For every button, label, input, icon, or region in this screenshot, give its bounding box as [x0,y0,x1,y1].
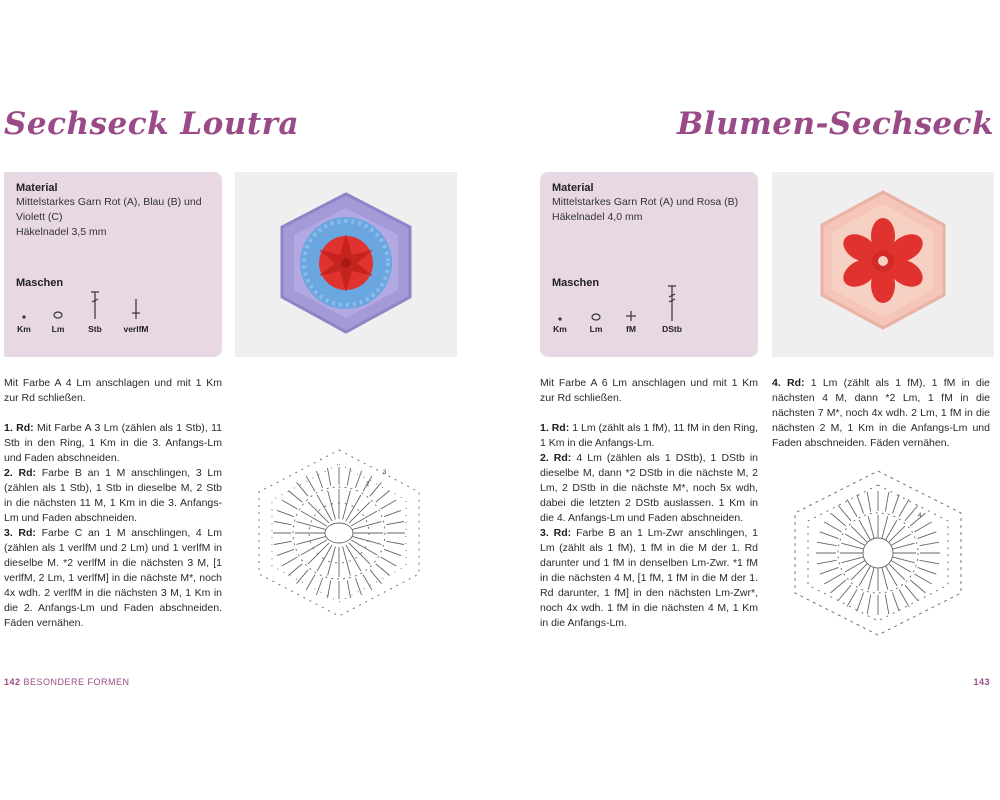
right-round-3: 3. Rd: Farbe B an 1 Lm-Zwr anschlingen, 1 Lm (zählt als 1 fM), 1 fM in die M der 1. Rd darunter und 1 fM in denselben Lm-Zwr. *1 fM in die nächsten 4 M, [1 fM, 1 fM in die M der 1. Rd darunter, 1 fM] in den nächsten Lm-Zwr*, noch 4x wdh. 1 fM in die nächsten 4 M, 1 Km in die Anfangs-Lm. [540,527,759,629]
stitch-mark [820,532,839,539]
stitch-mark [882,516,888,538]
stitch-mark [867,492,871,512]
stitch-mark [847,499,857,516]
stitch-mark [919,542,939,546]
stitch-mark [892,495,899,514]
stitch-mark [384,549,401,555]
stitch-mark [386,541,404,544]
left-material-line: Violett (C) [16,211,63,223]
left-material-box [4,172,222,357]
left-material-line: Mittelstarkes Garn Rot (A), Blau (B) und [16,196,202,208]
stitch-mark [297,570,309,584]
stitch-mark [817,560,837,564]
stitch-mark [384,510,401,516]
stitch-mark [381,557,397,566]
left-instructions [4,376,222,631]
stitch-mark [831,513,846,526]
right-round-2: 2. Rd: 4 Lm (zählen als 1 DStb), 1 DStb in dieselbe M, dann *2 DStb in die nächste M, 2 Lm, 2 DStb in die nächste M*, noch 5x wdh, dabei die letzten 2 DStb auslassen. 1 Km in die 4. Anfangs-Lm und Faden abschneiden. [540,452,759,524]
stitch-mark [891,561,911,573]
stitch-mark [851,564,867,580]
right-crochet-diagram [783,465,973,645]
right-material-line: Häkelnadel 4,0 mm [552,211,643,223]
left-material-title: Material [16,182,58,194]
stitch-mark [857,495,864,514]
right-page-number: 143 [973,677,990,687]
stitch-mark [845,534,865,546]
stitch-mark [349,543,370,564]
stitch-mark [831,580,846,593]
stitch-mark [381,500,397,509]
right-round-1: 1. Rd: 1 Lm (zählt als 1 fM), 11 fM in den Ring, 1 Km in die Anfangs-Lm. [540,422,758,449]
left-round-2: 2. Rd: Farbe B an 1 M anschlingen, 3 Lm (zählen als 1 Stb), 1 Stb in dieselbe M, 2 Stb in die nächsten 11 M, 1 Km in die 3. Anfangs-Lm und Faden abschneiden. [4,467,223,524]
fm-symbol-icon [611,310,651,322]
stitch-mark [277,510,294,516]
stitch-mark [288,491,302,503]
left-round-1: 1. Rd: Mit Farbe A 3 Lm (zählen als 1 Stb), 11 Stb in den Ring, 1 Km in die 3. Anfangs-Lm und Faden abschneiden. [4,422,222,464]
km-symbol-icon [540,312,580,322]
symbol-label-verlfm: verlfM [123,324,149,334]
stitch-mark [841,557,863,563]
stitch-mark [363,575,372,591]
stitch-mark [867,594,871,614]
stitch-mark [885,594,889,614]
symbol-label-dstb: DStb [662,324,682,334]
stitch-mark [899,499,909,516]
symbol-label-fm: fM [626,324,636,334]
stitch-mark [857,593,864,612]
stitch-mark [893,557,915,563]
stitch-mark [347,580,350,598]
stitch-mark [820,567,839,574]
svg-text:4: 4 [918,513,922,519]
left-intro: Mit Farbe A 4 Lm anschlagen und mit 1 Km zur Rd schließen. [4,377,222,404]
stitch-mark [838,506,851,521]
stitch-mark [376,491,390,503]
stitch-mark [899,589,909,606]
stitch-mark [889,526,905,542]
stitch-mark [347,468,350,486]
stitch-mark [274,522,292,525]
stitch-mark [308,502,329,523]
stitch-mark [370,482,382,496]
stitch-mark [882,568,888,590]
right-material-box [540,172,758,357]
symbol-label-km: Km [553,324,567,334]
symbol-label-stb: Stb [88,324,102,334]
stitch-mark [386,522,404,525]
stitch-mark [355,578,361,595]
stitch-mark [886,520,898,540]
stitch-mark [316,471,322,488]
left-round-3: 3. Rd: Farbe C an 1 M anschlingen, 4 Lm (zählen als 1 verlfM und 2 Lm) und 1 verlfM in dieselbe M. *2 verlfM in die nächsten 3 M, [1 verlfM, 2 Lm, 1 verlfM] in die nächste M*, noch 4x wdh. 2 verlfM in die nächsten 3 M, 1 Km in die 2. Anfangs-Lm und Faden abschneiden. Fäden vernähen. [4,527,223,629]
stitch-mark [288,564,302,576]
stitch-mark [868,516,874,538]
stitch-mark [868,568,874,590]
left-hexagon-photo [235,172,457,357]
stitch-mark [838,585,851,600]
stitch-mark [297,482,309,496]
stitch-mark [859,520,871,540]
stitch-mark [889,564,905,580]
left-pattern-title: Sechseck Loutra [4,106,300,142]
stitch-mark [905,585,918,600]
left-section-name: BESONDERE FORMEN [23,677,130,687]
right-footer [973,677,990,687]
stitch-mark [817,542,837,546]
stitch-mark [306,476,315,492]
right-maschen-title: Maschen [552,277,600,289]
stitch-mark [918,567,937,574]
left-footer [4,677,130,687]
stitch-mark [891,534,911,546]
stitch-mark [841,543,863,549]
symbol-label-lm: Lm [589,324,603,334]
stitch-mark [918,532,937,539]
stitch-mark [914,522,931,532]
lm-symbol-icon [38,309,78,319]
stitch-mark [282,500,298,509]
stitch-mark [845,561,865,573]
left-crochet-diagram [244,442,434,627]
stitch-mark [905,506,918,521]
left-maschen-title: Maschen [16,277,64,289]
stitch-mark [306,575,315,591]
stitch-mark [282,557,298,566]
right-page [500,0,1000,800]
lm-symbol-icon [576,311,616,321]
stitch-mark [328,580,331,598]
stitch-mark [847,589,857,606]
stitch-mark [277,549,294,555]
left-material-line: Häkelnadel 3,5 mm [16,226,107,238]
stitch-mark [308,543,329,564]
right-pattern-title: Blumen-Sechseck [676,106,994,142]
verlfm-symbol-icon [116,297,156,321]
svg-text:3: 3 [383,470,387,476]
stitch-mark [851,526,867,542]
stitch-mark [885,492,889,512]
stitch-mark [886,566,898,586]
stitch-mark [893,543,915,549]
dstb-symbol-icon [652,284,692,322]
right-material-title: Material [552,182,594,194]
stitch-mark [824,574,841,584]
stitch-mark [919,560,939,564]
stitch-mark [274,541,292,544]
symbol-label-km: Km [17,324,31,334]
right-material-line: Mittelstarkes Garn Rot (A) und Rosa (B) [552,196,739,208]
stitch-mark [355,471,361,488]
stitch-mark [349,502,370,523]
stitch-mark [376,564,390,576]
svg-text:2: 2 [366,482,370,488]
stitch-mark [824,522,841,532]
stitch-mark [859,566,871,586]
right-intro: Mit Farbe A 6 Lm anschlagen und mit 1 Km zur Rd schließen. [540,377,758,404]
stitch-mark [914,574,931,584]
right-hexagon-photo [772,172,994,357]
stitch-mark [370,570,382,584]
stitch-mark [328,468,331,486]
left-page-number: 142 [4,677,21,687]
right-round-4: 4. Rd: 1 Lm (zählt als 1 fM), 1 fM in die nächsten 4 M, dann *2 Lm, 1 fM in die nächsten 7 M*, noch 4x wdh. 2 Lm, 1 fM in die nächsten 2 M, 1 Km in die Anfangs-Lm und Faden abschneiden. Fäden vernähen. [772,377,991,449]
stitch-mark [910,580,925,593]
stb-symbol-icon [75,290,115,320]
symbol-label-lm: Lm [51,324,65,334]
stitch-mark [892,593,899,612]
right-instructions [540,376,758,631]
stitch-mark [316,578,322,595]
